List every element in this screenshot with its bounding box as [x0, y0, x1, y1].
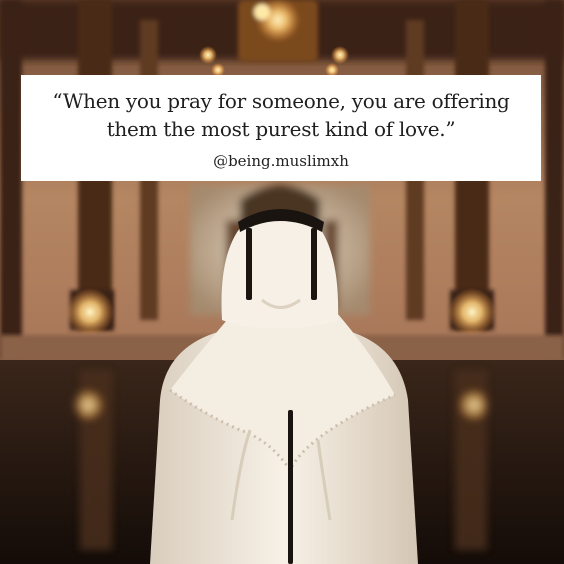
quote-card: [21, 75, 541, 181]
quote-line-2: them the most purest kind of love.”: [106, 117, 456, 141]
hanging-lantern: [238, 0, 318, 62]
quote-line-1: “When you pray for someone, you are offering: [52, 89, 510, 113]
author-handle: @being.muslimxh: [213, 152, 349, 170]
